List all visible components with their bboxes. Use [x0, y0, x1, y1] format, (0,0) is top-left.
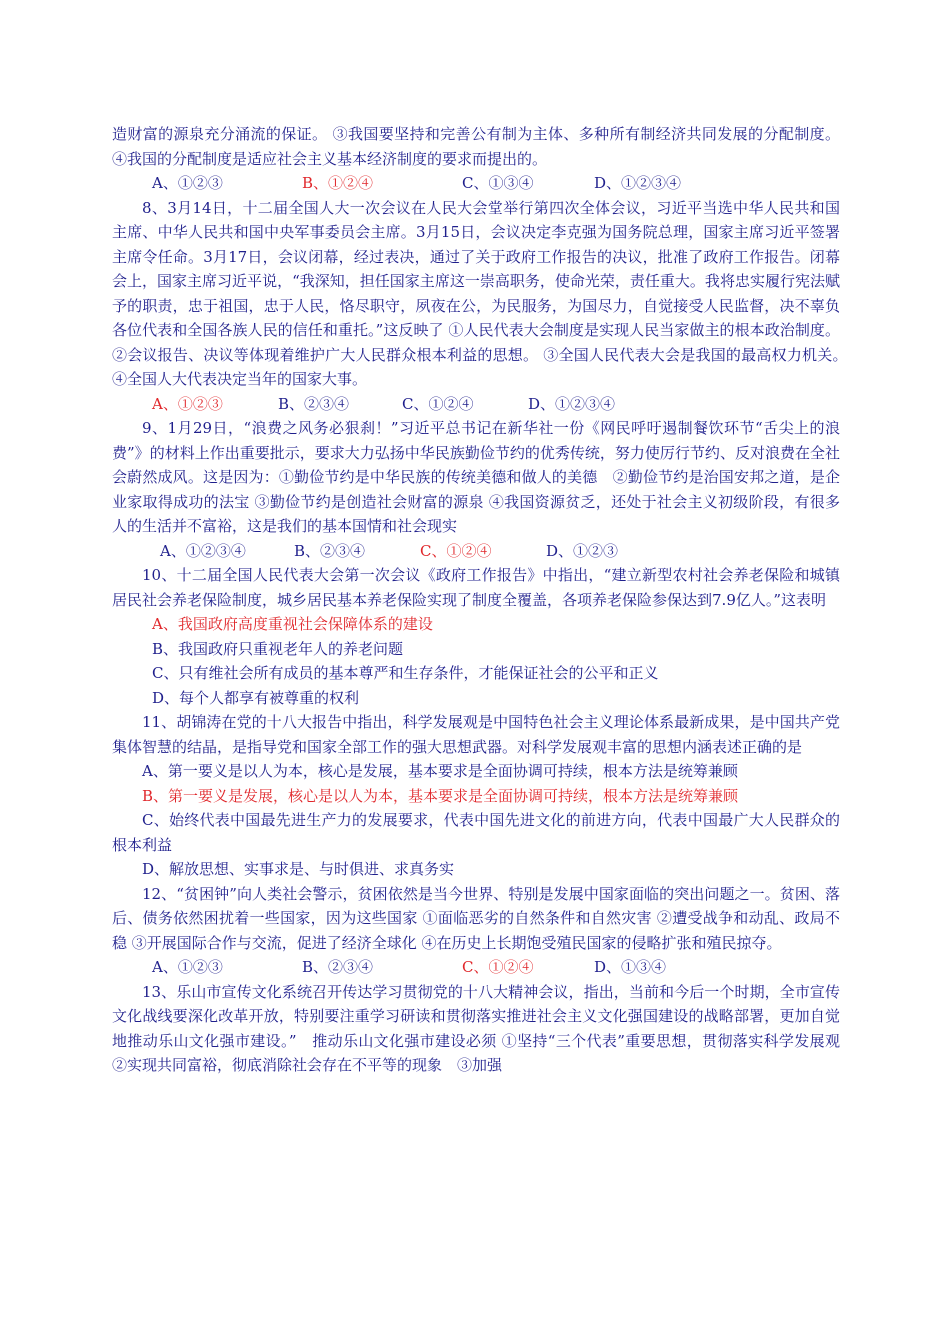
q7-options [112, 171, 840, 196]
q8-options [112, 392, 840, 417]
q10-option-d: D、每个人都享有被尊重的权利 [152, 688, 360, 707]
q12-option-d: D、①③④ [594, 958, 667, 976]
q8-option-d: D、①②③④ [528, 394, 616, 413]
q8-option-b: B、②③④ [278, 394, 350, 413]
q9-option-c-answer: C、①②④ [420, 541, 492, 560]
q8-text: 8、3月14日，十二届全国人大一次会议在人民大会堂举行第四次全体会议，习近平当选中华人民共和国主席、中华人民共和国中央军事委员会主席。3月15日，会议决定李克强为国务院总理，国家主席习近平签署主席令任命。3月17日，会议闭幕，经过表决，通过了关于政府工作报告的决议，批准了政府工作报告。闭幕会上，国家主席习近平说，“我深知，担任国家主席这一崇高职务，使命光荣，责任重大。我将忠实履行宪法赋予的职责，忠于祖国，忠于人民，恪尽职守，夙夜在公，为民服务，为国尽力，自觉接受人民监督，决不辜负各位代表和全国各族人民的信任和重托。”这反映了 ①人民代表大会制度是实现人民当家做主的根本政治制度。 ②会议报告、决议等体现着维护广大人民群众根本利益的思想。 ③全国人民代表大会是我国的最高权力机关。 ④全国人大代表决定当年的国家大事。 [112, 198, 856, 388]
q9-text: 9、1月29日，“浪费之风务必狠刹！”习近平总书记在新华社一份《网民呼吁遏制餐饮环节“舌尖上的浪费”》的材料上作出重要批示，要求大力弘扬中华民族勤俭节约的优秀传统，努力使厉行节约、反对浪费在全社会蔚然成风。这是因为：①勤俭节约是中华民族的传统美德和做人的美德 ②勤俭节约是治国安邦之道，是企业家取得成功的法宝 ③勤俭节约是创造社会财富的源泉 ④我国资源贫乏，还处于社会主义初级阶段，有很多人的生活并不富裕，这是我们的基本国情和社会现实 [112, 419, 840, 535]
q11-option-c: C、始终代表中国最先进生产力的发展要求，代表中国先进文化的前进方向，代表中国最广大人民群众的根本利益 [112, 811, 840, 854]
q10-text: 10、十二届全国人民代表大会第一次会议《政府工作报告》中指出，“建立新型农村社会养老保险和城镇居民社会养老保险制度，城乡居民基本养老保险实现了制度全覆盖，各项养老保险参保达到7.9亿人。”这表明 [112, 566, 840, 609]
q11-option-d: D、解放思想、实事求是、与时俱进、求真务实 [142, 860, 455, 878]
q12-options [112, 955, 840, 980]
q10-option-a-answer: A、我国政府高度重视社会保障体系的建设 [152, 615, 433, 633]
q12-option-b: B、②③④ [302, 958, 374, 976]
q12-text: 12、“贫困钟”向人类社会警示，贫困依然是当今世界、特别是发展中国家面临的突出问题之一。贫困、落后、债务依然困扰着一些国家，因为这些国家 ①面临恶劣的自然条件和自然灾害 ②遭受战争和动乱、政局不稳 ③开展国际合作与交流，促进了经济全球化 ④在历史上长期饱受殖民国家的侵略扩张和殖民掠夺。 [112, 884, 840, 952]
q13-text: 13、乐山市宣传文化系统召开传达学习贯彻党的十八大精神会议，指出，当前和今后一个时期，全市宣传文化战线要深化改革开放，特别要注重学习研读和贯彻落实推进社会主义文化强国建设的战略部署，更加自觉地推动乐山文化强市建设。” 推动乐山文化强市建设必须 ①坚持“三个代表”重要思想，贯彻落实科学发展观 ②实现共同富裕，彻底消除社会存在不平等的现象 ③加强 [112, 982, 856, 1074]
q7-option-d: D、①②③④ [594, 174, 682, 192]
q12-option-c-answer: C、①②④ [462, 958, 534, 976]
q9-option-b: B、②③④ [294, 541, 366, 560]
q12-option-a: A、①②③ [152, 958, 223, 976]
q9-option-a: A、①②③④ [160, 541, 246, 560]
q11-text: 11、胡锦涛在党的十八大报告中指出，科学发展观是中国特色社会主义理论体系最新成果，是中国共产党集体智慧的结晶，是指导党和国家全部工作的强大思想武器。对科学发展观丰富的思想内涵表述正确的是 [112, 713, 840, 756]
q8-option-c: C、①②④ [402, 394, 474, 413]
q7-option-c: C、①③④ [462, 174, 534, 192]
document-page [112, 122, 856, 1078]
q8-option-a-answer: A、①②③ [152, 394, 223, 413]
q11-option-b-answer: B、第一要义是发展，核心是以人为本，基本要求是全面协调可持续，根本方法是统筹兼顾 [142, 786, 739, 805]
q7-option-b-answer: B、①②④ [302, 174, 374, 192]
q9-options [112, 539, 840, 564]
q9-option-d: D、①②③ [546, 541, 619, 560]
q7-option-a: A、①②③ [152, 174, 223, 192]
q10-option-b: B、我国政府只重视老年人的养老问题 [152, 639, 404, 658]
q10-option-c: C、只有维社会所有成员的基本尊严和生存条件，才能保证社会的公平和正义 [152, 664, 659, 682]
q11-option-a: A、第一要义是以人为本，核心是发展，基本要求是全面协调可持续，根本方法是统筹兼顾 [142, 762, 738, 780]
q7-tail: 造财富的源泉充分涌流的保证。 ③我国要坚持和完善公有制为主体、多种所有制经济共同发展的分配制度。 ④我国的分配制度是适应社会主义基本经济制度的要求而提出的。 [112, 125, 840, 168]
